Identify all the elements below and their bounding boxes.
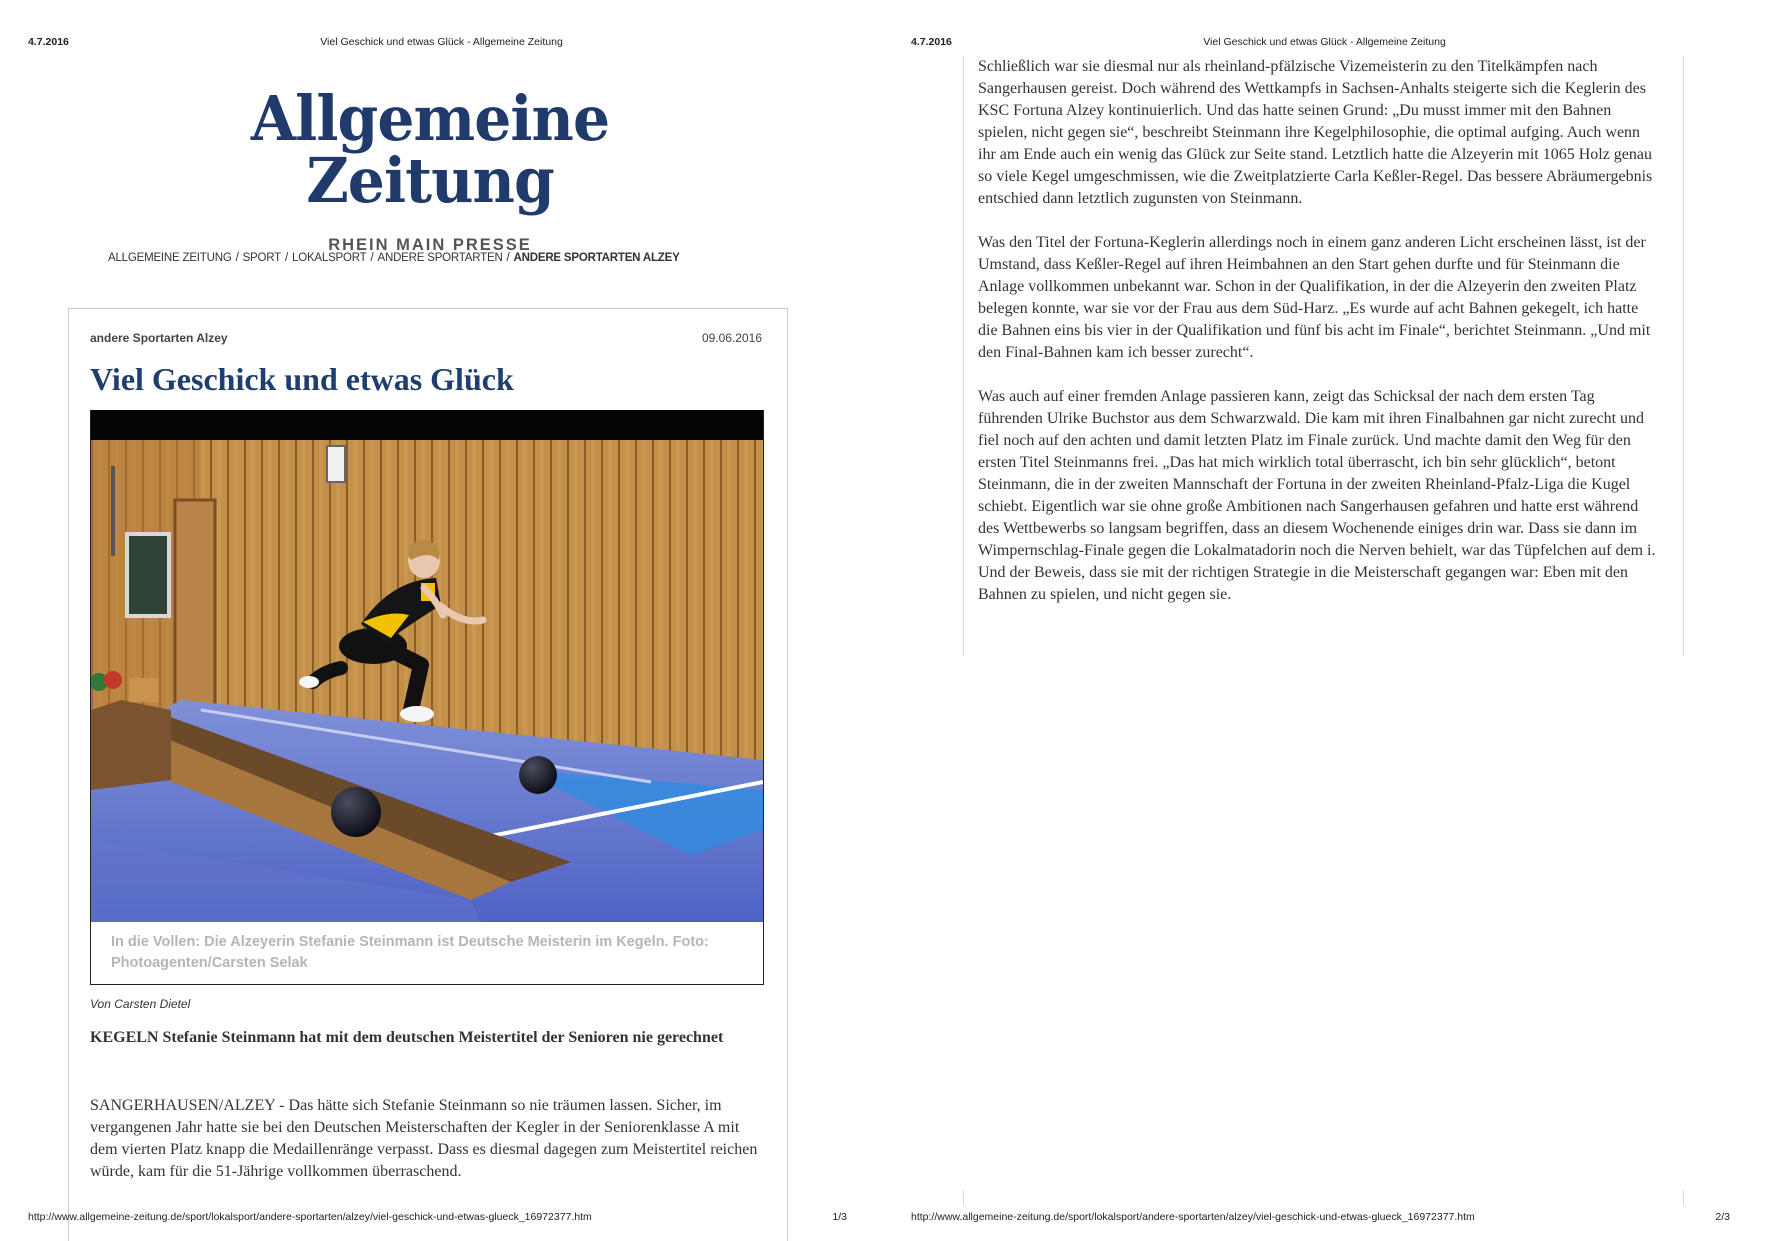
article-author: Von Carsten Dietel xyxy=(90,997,191,1011)
print-page-number: 2/3 xyxy=(1715,1211,1730,1223)
print-url: http://www.allgemeine-zeitung.de/sport/lokalsport/andere-sportarten/alzey/viel-geschick-und-etwas-glueck_16972377.htm xyxy=(28,1211,592,1223)
print-date: 4.7.2016 xyxy=(28,36,69,48)
site-tagline: RHEIN MAIN PRESSE xyxy=(328,236,532,254)
breadcrumb-separator: / xyxy=(235,252,239,264)
article-category-link[interactable]: andere Sportarten Alzey xyxy=(90,331,228,345)
breadcrumb-item-andere-sportarten[interactable]: ANDERE SPORTARTEN xyxy=(377,252,503,264)
column-rule-right-bottom xyxy=(1683,1190,1684,1206)
column-rule-left-bottom xyxy=(963,1190,964,1206)
print-url: http://www.allgemeine-zeitung.de/sport/lokalsport/andere-sportarten/alzey/viel-geschick-und-etwas-glueck_16972377.htm xyxy=(911,1211,1475,1223)
article-headline: Viel Geschick und etwas Glück xyxy=(90,361,514,397)
article-date: 09.06.2016 xyxy=(701,331,762,345)
article-photo[interactable] xyxy=(91,410,763,922)
print-title: Viel Geschick und etwas Glück - Allgemeine Zeitung xyxy=(1203,36,1446,48)
masthead[interactable] xyxy=(150,82,710,255)
article-lead: KEGELN Stefanie Steinmann hat mit dem deutschen Meistertitel der Senioren nie gerechnet xyxy=(90,1029,724,1046)
print-title: Viel Geschick und etwas Glück - Allgemeine Zeitung xyxy=(320,36,563,48)
print-page-2 xyxy=(883,0,1766,1241)
print-page-number: 1/3 xyxy=(832,1211,847,1223)
column-rule-right xyxy=(1683,56,1684,656)
article-box xyxy=(68,308,788,1241)
article-photo-frame xyxy=(90,410,764,985)
article-paragraph-3: Was den Titel der Fortuna-Keglerin allerdings noch in einem ganz anderen Licht erscheinen lässt, ist der Umstand, dass Keßler-Regel auf ihren Heimbahnen an den Start gehen durfte und für Steinmann die Anlage vollkommen unbekannt war. Schon in der Qualifikation, in der die Alzeyerin den zweiten Platz belegen konnte, war sie vor der Frau aus dem Süd-Harz. „Es wurde auf acht Bahnen gekegelt, ich hatte die Bahnen eins bis vier in der Qualifikation und fünf bis acht im Finale“, berichtet Steinmann. „Und mit den Final-Bahnen kam ich besser zurecht“. xyxy=(978,234,1651,361)
photo-caption: In die Vollen: Die Alzeyerin Stefanie Steinmann ist Deutsche Meisterin im Kegeln. Foto: Photoagenten/Carsten Selak xyxy=(111,934,709,971)
breadcrumb xyxy=(108,252,680,264)
breadcrumb-item-alzey[interactable]: ANDERE SPORTARTEN ALZEY xyxy=(513,252,680,264)
article-dateline: SANGERHAUSEN/ALZEY - xyxy=(90,1097,285,1114)
breadcrumb-separator: / xyxy=(506,252,510,264)
article-paragraph-2: Schließlich war sie diesmal nur als rheinland-pfälzische Vizemeisterin zu den Titelkämpfen nach Sangerhausen gereist. Doch während des Wettkampfs in Sachsen-Anhalts steigerte sich die Keglerin des KSC Fortuna Alzey kontinuierlich. Und das hatte seinen Grund: „Du musst immer mit den Bahnen spielen, nicht gegen sie“, beschreibt Steinmann ihre Kegelphilosophie, die optimal aufging. Auch wenn ihr am Ende auch ein wenig das Glück zur Seite stand. Letztlich hatte die Alzeyerin mit 1065 Holz genau so viele Kegel umgeschmissen, wie die Zweitplatzierte Carla Keßler-Regel. Das bessere Abräumergebnis entschied dann letztlich zugunsten von Steinmann. xyxy=(978,58,1653,207)
breadcrumb-separator: / xyxy=(370,252,374,264)
article-paragraph-1-text: Das hätte sich Stefanie Steinmann so nie träumen lassen. Sicher, im vergangenen Jahr hatte sie bei den Deutschen Meisterschaften der Kegler in der Seniorenklasse A mit dem vierten Platz knapp die Medaillenränge verpasst. Dass es diesmal dagegen zum Meistertitel reichen würde, kam für die 51-Jährige vollkommen überraschend. xyxy=(90,1097,758,1180)
breadcrumb-item-lokalsport[interactable]: LOKALSPORT xyxy=(292,252,367,264)
print-date: 4.7.2016 xyxy=(911,36,952,48)
column-rule-left xyxy=(963,56,964,656)
breadcrumb-separator: / xyxy=(285,252,288,264)
breadcrumb-item-sport[interactable]: SPORT xyxy=(242,252,281,264)
site-logo[interactable]: Allgemeine Zeitung xyxy=(250,82,610,217)
article-paragraph-4: Was auch auf einer fremden Anlage passieren kann, zeigt das Schicksal der nach dem ersten Tag führenden Ulrike Buchstor aus dem Schwarzwald. Die kam mit ihren Finalbahnen gar nicht zurecht und fiel noch auf den achten und damit letzten Platz im Finale zurück. Und machte damit den Weg für den ersten Titel Steinmanns frei. „Das hat mich wirklich total überrascht, ich bin sehr glücklich“, betont Steinmann, die in der zweiten Mannschaft der Fortuna in der zweiten Rheinland-Pfalz-Liga die Kugel schiebt. Eigentlich war sie ohne große Ambitionen nach Sangerhausen gefahren und hatte erst während des Wettbewerbs so langsam begriffen, dass an diesem Wochenende einiges drin war. Dass sie dann im Wimpernschlag-Finale gegen die Lokalmatadorin noch die Nerven behielt, war das Tüpfelchen auf dem i. Und der Beweis, dass sie mit der richtigen Strategie in die Meisterschaft gegangen war: Eben mit den Bahnen zu spielen, und nicht gegen sie. xyxy=(978,388,1656,603)
article-continuation xyxy=(978,56,1658,628)
breadcrumb-item-home[interactable]: ALLGEMEINE ZEITUNG xyxy=(108,252,232,264)
article-paragraph-1 xyxy=(90,1095,762,1183)
